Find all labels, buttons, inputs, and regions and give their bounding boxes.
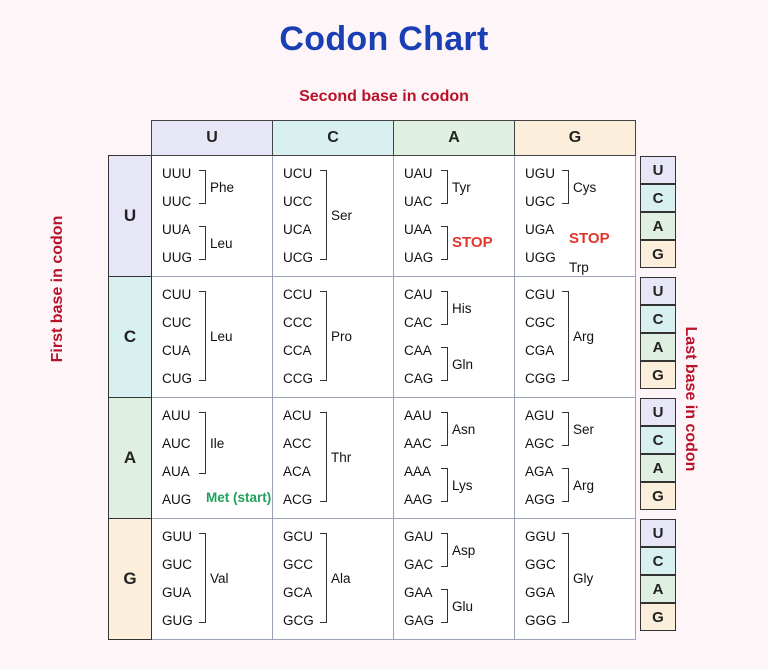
column-header-c: C: [273, 121, 394, 156]
amino-acid-label: Phe: [210, 180, 235, 195]
last-base-g: G: [640, 603, 676, 631]
codon-text: GCA: [283, 585, 313, 600]
amino-acid-label: Ala: [331, 571, 351, 586]
amino-acid-label: Arg: [573, 478, 595, 493]
cell-cg: [515, 277, 636, 398]
codon-text: AAU: [404, 408, 432, 423]
brace: [562, 412, 569, 446]
brace: [320, 533, 327, 623]
codon-text: GAU: [404, 529, 434, 544]
codon-text: UAU: [404, 166, 433, 181]
last-base-column-g: [636, 519, 679, 640]
cell-uu: [152, 156, 273, 277]
last-base-a: A: [640, 333, 676, 361]
last-base-c: C: [640, 547, 676, 575]
brace: [320, 412, 327, 502]
codon-text: AUA: [162, 464, 190, 479]
last-base-a: A: [640, 454, 676, 482]
codon-text: UAA: [404, 222, 432, 237]
column-header-u: U: [152, 121, 273, 156]
amino-acid-label: Ser: [573, 422, 595, 437]
cell-uc: [273, 156, 394, 277]
codon-text: ACU: [283, 408, 312, 423]
amino-acid-label: Tyr: [452, 180, 471, 195]
codon-text: UGU: [525, 166, 555, 181]
codon-text: UUG: [162, 250, 192, 265]
codon-text: CCU: [283, 287, 313, 302]
cell-ag: [515, 398, 636, 519]
brace: [199, 170, 206, 204]
table-row-c: [109, 277, 679, 398]
codon-text: GAC: [404, 557, 434, 572]
codon-text: AAC: [404, 436, 432, 451]
amino-acid-label: Gln: [452, 357, 474, 372]
amino-acid-label: Glu: [452, 599, 474, 614]
brace: [562, 533, 569, 623]
left-axis-label: First base in codon: [49, 215, 66, 363]
last-base-u: U: [640, 156, 676, 184]
brace: [441, 291, 448, 325]
codon-text: ACA: [283, 464, 311, 479]
codon-text: CUA: [162, 343, 191, 358]
cell-cu: [152, 277, 273, 398]
cell-gg: [515, 519, 636, 640]
amino-acid-label: Thr: [331, 450, 352, 465]
codon-text: UCC: [283, 194, 313, 209]
codon-text: ACG: [283, 492, 313, 507]
codon-text: UAC: [404, 194, 433, 209]
last-base-g: G: [640, 240, 676, 268]
last-base-g: G: [640, 361, 676, 389]
last-base-a: A: [640, 212, 676, 240]
codon-text: AAA: [404, 464, 432, 479]
codon-text: CCG: [283, 371, 313, 386]
codon-text: UGG: [525, 250, 556, 265]
stop-label: STOP: [569, 230, 610, 247]
column-header-g: G: [515, 121, 636, 156]
brace: [441, 412, 448, 446]
last-base-c: C: [640, 305, 676, 333]
codon-text: GUC: [162, 557, 192, 572]
last-base-a: A: [640, 575, 676, 603]
last-base-column-u: [636, 156, 679, 277]
column-header-a: A: [394, 121, 515, 156]
codon-text: UAG: [404, 250, 434, 265]
last-base-c: C: [640, 184, 676, 212]
codon-text: GAA: [404, 585, 433, 600]
codon-text: UGA: [525, 222, 555, 237]
brace: [199, 291, 206, 381]
codon-text: GGC: [525, 557, 556, 572]
codon-text: CCA: [283, 343, 312, 358]
brace: [562, 291, 569, 381]
codon-text: GUU: [162, 529, 192, 544]
amino-acid-label: Trp: [569, 260, 589, 275]
codon-text: CAG: [404, 371, 434, 386]
brace: [441, 533, 448, 567]
codon-text: UCG: [283, 250, 313, 265]
cell-ac: [273, 398, 394, 519]
codon-text: CUU: [162, 287, 192, 302]
cell-au: [152, 398, 273, 519]
start-codon-label: Met (start): [206, 490, 272, 505]
codon-text: UUA: [162, 222, 191, 237]
codon-text: UGC: [525, 194, 555, 209]
cell-ug: [515, 156, 636, 277]
codon-text: UUC: [162, 194, 192, 209]
brace: [562, 170, 569, 204]
amino-acid-label: Val: [210, 571, 229, 586]
codon-text: CUC: [162, 315, 192, 330]
amino-acid-label: Ile: [210, 436, 225, 451]
cell-gc: [273, 519, 394, 640]
brace: [199, 533, 206, 623]
cell-ca: [394, 277, 515, 398]
corner-spacer-right: [636, 121, 679, 156]
codon-text: CGC: [525, 315, 555, 330]
codon-text: CCC: [283, 315, 313, 330]
last-base-column-a: [636, 398, 679, 519]
amino-acid-label: Cys: [573, 180, 597, 195]
codon-text: AUC: [162, 436, 191, 451]
row-header-c: C: [109, 277, 152, 398]
last-base-c: C: [640, 426, 676, 454]
codon-text: AGA: [525, 464, 554, 479]
codon-text: CAC: [404, 315, 433, 330]
codon-text: GCG: [283, 613, 314, 628]
codon-text: CGU: [525, 287, 555, 302]
table-row-a: [109, 398, 679, 519]
table-row-u: [109, 156, 679, 277]
codon-text: AGC: [525, 436, 555, 451]
brace: [199, 226, 206, 260]
page-title: Codon Chart: [279, 20, 489, 58]
amino-acid-label: Lys: [452, 478, 473, 493]
row-header-u: U: [109, 156, 152, 277]
corner-spacer-left: [109, 121, 152, 156]
codon-text: CUG: [162, 371, 192, 386]
codon-text: GUG: [162, 613, 193, 628]
right-axis-label: Last base in codon: [682, 326, 699, 472]
codon-text: CGG: [525, 371, 556, 386]
cell-gu: [152, 519, 273, 640]
codon-text: GUA: [162, 585, 192, 600]
codon-text: UCA: [283, 222, 312, 237]
codon-text: UCU: [283, 166, 313, 181]
amino-acid-label: His: [452, 301, 472, 316]
last-base-column-c: [636, 277, 679, 398]
brace: [441, 170, 448, 204]
codon-text: CAU: [404, 287, 433, 302]
last-base-g: G: [640, 482, 676, 510]
codon-text: AUU: [162, 408, 191, 423]
amino-acid-label: Arg: [573, 329, 595, 344]
cell-cc: [273, 277, 394, 398]
codon-text: GCC: [283, 557, 313, 572]
cell-ga: [394, 519, 515, 640]
brace: [441, 589, 448, 623]
codon-text: AGG: [525, 492, 556, 507]
amino-acid-label: Ser: [331, 208, 353, 223]
cell-aa: [394, 398, 515, 519]
amino-acid-label: Leu: [210, 236, 233, 251]
codon-text: AGU: [525, 408, 555, 423]
codon-chart-table: [108, 120, 679, 640]
last-base-u: U: [640, 277, 676, 305]
brace: [320, 291, 327, 381]
brace: [199, 412, 206, 474]
amino-acid-label: Pro: [331, 329, 353, 344]
top-axis-label: Second base in codon: [299, 88, 469, 105]
codon-text: AAG: [404, 492, 433, 507]
codon-text: GCU: [283, 529, 313, 544]
codon-text: AUG: [162, 492, 192, 507]
amino-acid-label: Asn: [452, 422, 476, 437]
amino-acid-label: Asp: [452, 543, 476, 558]
table-row-g: [109, 519, 679, 640]
codon-text: UUU: [162, 166, 192, 181]
brace: [441, 347, 448, 381]
row-header-g: G: [109, 519, 152, 640]
brace: [562, 468, 569, 502]
row-header-a: A: [109, 398, 152, 519]
brace: [441, 226, 448, 260]
last-base-u: U: [640, 519, 676, 547]
codon-text: CAA: [404, 343, 432, 358]
stop-label: STOP: [452, 234, 493, 251]
cell-ua: [394, 156, 515, 277]
codon-text: GGA: [525, 585, 556, 600]
codon-text: GGU: [525, 529, 556, 544]
codon-text: CGA: [525, 343, 555, 358]
column-header-row: [109, 121, 679, 156]
codon-text: GGG: [525, 613, 557, 628]
brace: [441, 468, 448, 502]
last-base-u: U: [640, 398, 676, 426]
amino-acid-label: Gly: [573, 571, 594, 586]
codon-text: GAG: [404, 613, 435, 628]
brace: [320, 170, 327, 260]
codon-text: ACC: [283, 436, 312, 451]
amino-acid-label: Leu: [210, 329, 233, 344]
